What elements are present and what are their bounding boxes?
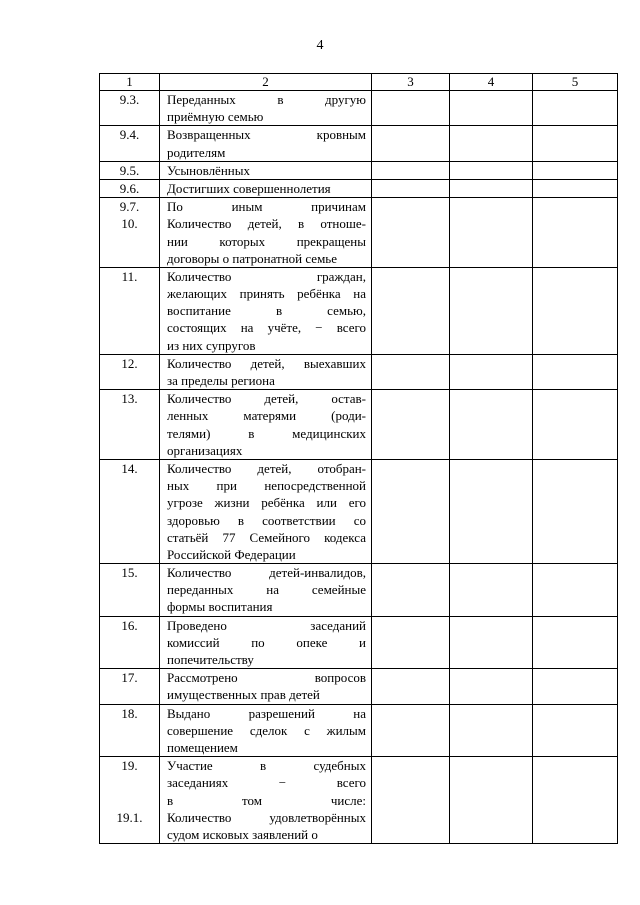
value-cell-col5 xyxy=(533,179,618,197)
value-cell-col3 xyxy=(372,126,450,161)
table-row xyxy=(100,354,618,389)
row-label-cell xyxy=(160,669,372,704)
value-cell-col4 xyxy=(450,179,533,197)
value-cell-col5 xyxy=(533,267,618,354)
row-number: 15. xyxy=(121,565,138,581)
value-cell-col5 xyxy=(533,390,618,460)
row-number-cell xyxy=(100,198,160,268)
row-label-line: здоровью в соответствии со xyxy=(167,512,366,528)
value-cell-col5 xyxy=(533,757,618,844)
row-label-line: Участие в судебных xyxy=(167,758,366,774)
value-cell-col3 xyxy=(372,354,450,389)
row-number-cell xyxy=(100,459,160,563)
value-cell-col3 xyxy=(372,198,450,268)
row-number-cell xyxy=(100,616,160,669)
report-table xyxy=(99,73,618,844)
value-cell-col3 xyxy=(372,390,450,460)
row-label-line: в том числе: xyxy=(167,792,366,808)
page-number: 4 xyxy=(316,38,324,53)
row-label-line: совершение сделок с жилым xyxy=(167,722,366,738)
value-cell-col3 xyxy=(372,91,450,126)
table-row xyxy=(100,616,618,669)
value-cell-col5 xyxy=(533,354,618,389)
row-label-line: комиссий по опеке и xyxy=(167,634,366,650)
row-label-line: родителям xyxy=(167,144,226,160)
row-label-cell xyxy=(160,564,372,617)
row-number-cell xyxy=(100,669,160,704)
table-row xyxy=(100,564,618,617)
row-number: 11. xyxy=(121,268,138,284)
value-cell-col4 xyxy=(450,459,533,563)
row-number: 14. xyxy=(121,460,138,476)
row-label-cell xyxy=(160,267,372,354)
row-label-cell xyxy=(160,459,372,563)
row-number: 9.4. xyxy=(119,127,140,143)
row-number: 9.7. xyxy=(119,199,140,215)
value-cell-col3 xyxy=(372,616,450,669)
row-label-cell xyxy=(160,91,372,126)
value-cell-col4 xyxy=(450,564,533,617)
row-label-line: судом исковых заявлений о xyxy=(167,826,318,842)
value-cell-col4 xyxy=(450,704,533,757)
row-label-line: организациях xyxy=(167,442,243,458)
table-row xyxy=(100,91,618,126)
value-cell-col4 xyxy=(450,91,533,126)
table-row xyxy=(100,126,618,161)
header-row xyxy=(100,74,618,91)
table-row xyxy=(100,459,618,563)
row-number-cell xyxy=(100,704,160,757)
table-row xyxy=(100,757,618,844)
row-label-line: Количество детей, в отноше- xyxy=(167,216,366,232)
row-label-line: Выдано разрешений на xyxy=(167,705,366,721)
row-label-line: Рассмотрено вопросов xyxy=(167,670,366,686)
value-cell-col4 xyxy=(450,669,533,704)
row-number: 12. xyxy=(121,355,138,371)
row-number-cell xyxy=(100,354,160,389)
row-label-line: помещением xyxy=(167,739,238,755)
table-row xyxy=(100,704,618,757)
row-label-cell xyxy=(160,704,372,757)
row-label-line: Количество детей, выехавших xyxy=(167,355,366,371)
value-cell-col3 xyxy=(372,564,450,617)
row-label-line: Количество детей-инвалидов, xyxy=(167,565,366,581)
value-cell-col4 xyxy=(450,198,533,268)
row-label-line: Количество детей, отобран- xyxy=(167,460,366,476)
row-label-line: телями) в медицинских xyxy=(167,425,366,441)
table-row xyxy=(100,161,618,179)
table-row xyxy=(100,669,618,704)
row-number-cell xyxy=(100,179,160,197)
row-label-line: Российской Федерации xyxy=(167,546,296,562)
value-cell-col3 xyxy=(372,757,450,844)
row-number-cell xyxy=(100,757,160,844)
header-cell-5: 5 xyxy=(533,74,618,91)
value-cell-col4 xyxy=(450,161,533,179)
row-number: 9.6. xyxy=(119,180,140,196)
header-cell-3: 3 xyxy=(372,74,450,91)
row-number xyxy=(100,774,159,791)
row-label-cell xyxy=(160,198,372,268)
row-label-line: заседаниях − всего xyxy=(167,775,366,791)
row-label-line: Количество удовлетворённых xyxy=(167,809,366,825)
row-number-cell xyxy=(100,390,160,460)
value-cell-col5 xyxy=(533,198,618,268)
value-cell-col4 xyxy=(450,267,533,354)
value-cell-col5 xyxy=(533,459,618,563)
value-cell-col4 xyxy=(450,390,533,460)
value-cell-col5 xyxy=(533,126,618,161)
row-label-cell xyxy=(160,354,372,389)
row-label-line: договоры о патронатной семье xyxy=(167,250,337,266)
row-label-line: переданных на семейные xyxy=(167,582,366,598)
row-number-cell xyxy=(100,126,160,161)
value-cell-col3 xyxy=(372,459,450,563)
row-number-cell xyxy=(100,91,160,126)
table-row xyxy=(100,390,618,460)
row-number: 16. xyxy=(121,617,138,633)
value-cell-col5 xyxy=(533,669,618,704)
row-label-cell xyxy=(160,757,372,844)
row-label-line: имущественных прав детей xyxy=(167,687,320,703)
row-label-cell xyxy=(160,126,372,161)
row-label-line: Количество детей, остав- xyxy=(167,391,366,407)
value-cell-col3 xyxy=(372,161,450,179)
value-cell-col3 xyxy=(372,704,450,757)
value-cell-col4 xyxy=(450,354,533,389)
row-label-line: Усыновлённых xyxy=(167,162,250,178)
row-label-line: По иным причинам xyxy=(167,199,366,215)
row-label-line: ленных матерями (роди- xyxy=(167,408,366,424)
row-label-cell xyxy=(160,390,372,460)
row-number: 10. xyxy=(121,216,138,232)
row-label-line: за пределы региона xyxy=(167,373,275,388)
row-number xyxy=(100,792,159,809)
row-label-line: попечительству xyxy=(167,652,254,667)
row-label-cell xyxy=(160,616,372,669)
row-label-line: воспитание в семью, xyxy=(167,303,366,319)
header-cell-2: 2 xyxy=(160,74,372,91)
row-label-line: формы воспитания xyxy=(167,599,273,615)
row-number: 9.5. xyxy=(119,162,140,178)
row-number: 19. xyxy=(121,758,138,774)
value-cell-col5 xyxy=(533,161,618,179)
value-cell-col4 xyxy=(450,757,533,844)
row-number: 18. xyxy=(121,705,138,721)
row-number: 9.3. xyxy=(119,92,140,107)
row-label-line: Возвращенных кровным xyxy=(167,127,366,143)
row-label-line: Переданных в другую xyxy=(167,92,366,107)
row-label-line: нии которых прекращены xyxy=(167,233,366,249)
value-cell-col3 xyxy=(372,267,450,354)
row-label-line: статьёй 77 Семейного кодекса xyxy=(167,529,366,545)
value-cell-col3 xyxy=(372,669,450,704)
row-number: 13. xyxy=(121,391,138,407)
value-cell-col5 xyxy=(533,91,618,126)
row-label-line: приёмную семью xyxy=(167,109,264,125)
row-number: 17. xyxy=(121,670,138,686)
row-label-line: желающих принять ребёнка на xyxy=(167,286,366,302)
row-number-cell xyxy=(100,564,160,617)
table-row xyxy=(100,179,618,197)
row-label-line: Достигших совершеннолетия xyxy=(167,180,331,196)
row-label-line: состоящих на учёте, − всего xyxy=(167,320,366,336)
table-row xyxy=(100,267,618,354)
row-number-cell xyxy=(100,161,160,179)
row-label-line: Количество граждан, xyxy=(167,268,366,284)
row-label-line: из них супругов xyxy=(167,337,256,353)
value-cell-col5 xyxy=(533,616,618,669)
row-label-line: ных при непосредственной xyxy=(167,478,366,494)
row-number-cell xyxy=(100,267,160,354)
table-row xyxy=(100,198,618,268)
row-number: 19.1. xyxy=(116,809,143,825)
row-label-line: Проведено заседаний xyxy=(167,617,366,633)
header-cell-4: 4 xyxy=(450,74,533,91)
value-cell-col4 xyxy=(450,126,533,161)
value-cell-col5 xyxy=(533,564,618,617)
table-body xyxy=(100,91,618,844)
row-label-cell xyxy=(160,161,372,179)
row-label-line: угрозе жизни ребёнка или его xyxy=(167,495,366,511)
value-cell-col5 xyxy=(533,704,618,757)
row-label-cell xyxy=(160,179,372,197)
value-cell-col3 xyxy=(372,179,450,197)
header-cell-1: 1 xyxy=(100,74,160,91)
value-cell-col4 xyxy=(450,616,533,669)
